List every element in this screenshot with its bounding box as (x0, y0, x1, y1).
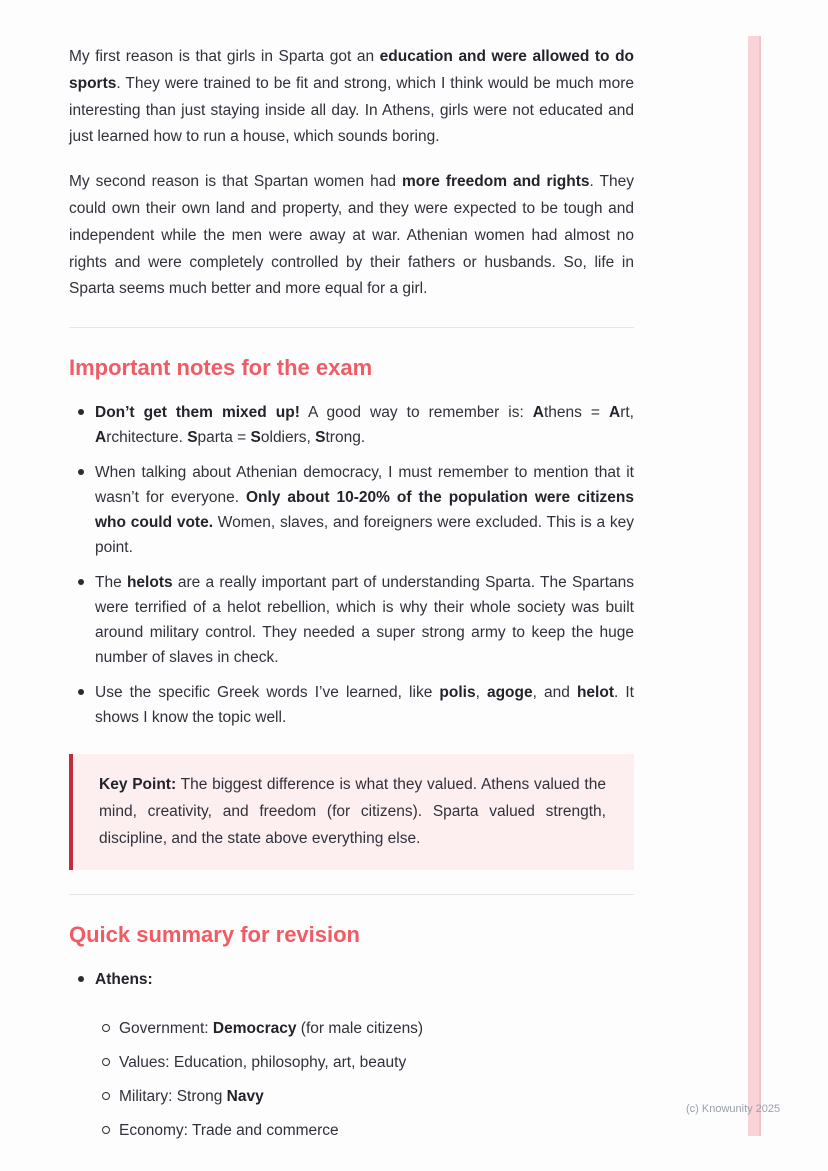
section-divider (69, 327, 634, 328)
athens-sub-item: Military: Strong Navy (69, 1084, 634, 1109)
essay-paragraph: My second reason is that Spartan women had more freedom and rights. They could own their own land and property, and they were expected to be tough and independent while the men were away at war. Athenian women had almost no rights and were completely controlled by their fathers or husbands. So, life in Sparta seems much better and more equal for a girl. (69, 173, 634, 298)
note-bullet: When talking about Athenian democracy, I must remember to mention that it wasn’t for everyone. Only about 10-20% of the population were citizens who could vote. Women, slaves, and foreigners were excluded. This is a key point. (69, 460, 634, 560)
note-bullet: Don’t get them mixed up! A good way to remember is: Athens = Art, Architecture. Sparta = Soldiers, Strong. (69, 400, 634, 450)
section-heading-summary: Quick summary for revision (69, 922, 360, 948)
section-divider (69, 894, 634, 895)
key-point-callout (69, 754, 634, 870)
exam-notes-list (69, 400, 634, 730)
summary-bullet-athens: Athens: (69, 967, 634, 992)
athens-sub-item: Government: Democracy (for male citizens) (69, 1016, 634, 1041)
summary-list (69, 967, 634, 992)
watermark: (c) Knowunity 2025 (686, 1103, 781, 1115)
athens-sub-item: Economy: Trade and commerce (69, 1118, 634, 1143)
athens-sublist (69, 1016, 634, 1143)
section-heading-exam-notes: Important notes for the exam (69, 355, 373, 381)
document-content (69, 44, 634, 1152)
callout-text: Key Point: The biggest difference is what they valued. Athens valued the mind, creativity, and freedom (for citizens). Sparta valued strength, discipline, and the state above everything else. (99, 776, 606, 848)
essay-paragraph: My first reason is that girls in Sparta got an education and were allowed to do sports. They were trained to be fit and strong, which I think would be much more interesting than just staying inside all day. In Athens, girls were not educated and just learned how to run a house, which sounds boring. (69, 48, 634, 146)
note-bullet: The helots are a really important part of understanding Sparta. The Spartans were terrified of a helot rebellion, which is why their whole society was built around military control. They needed a super strong army to keep the huge number of slaves in check. (69, 570, 634, 670)
athens-sub-item: Values: Education, philosophy, art, beauty (69, 1050, 634, 1075)
note-bullet: Use the specific Greek words I’ve learned, like polis, agoge, and helot. It shows I know the topic well. (69, 680, 634, 730)
page-edge-strip (748, 36, 761, 1136)
